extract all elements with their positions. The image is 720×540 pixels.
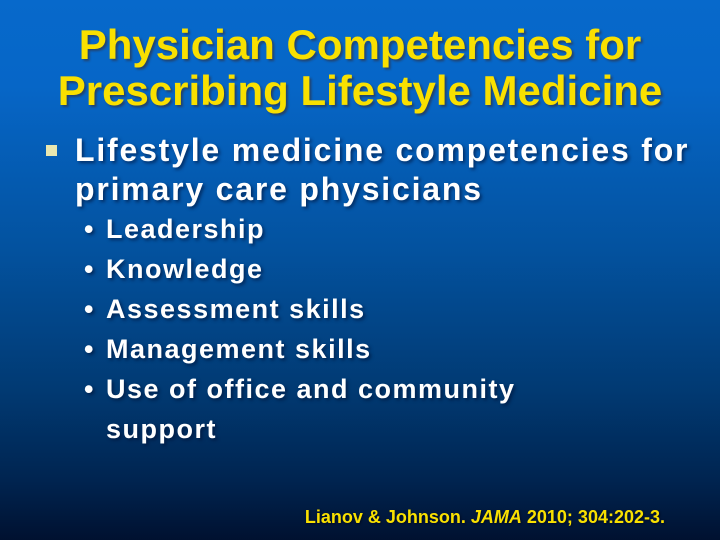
sub-bullet-item [84,249,700,289]
square-bullet-icon [46,145,57,156]
slide-body [44,131,700,449]
sub-bullet-text: Management skills [106,334,372,364]
sub-bullet-text: Leadership [106,214,266,244]
sub-bullet-item [84,329,700,369]
citation-authors: Lianov & Johnson. [304,507,471,527]
sub-bullet-text: Use of office and community support [106,374,516,444]
dot-bullet-icon: • [84,334,94,364]
dot-bullet-icon: • [84,374,94,404]
title-line-1: Physician Competencies for [78,21,642,68]
citation [305,506,665,528]
citation-journal: JAMA [470,507,522,527]
bullet-item [44,131,700,209]
sub-bullet-item [84,209,700,249]
sub-bullet-item [84,369,700,449]
title-line-2: Prescribing Lifestyle Medicine [57,67,663,114]
dot-bullet-icon: • [84,214,94,244]
slide-title [0,22,720,114]
bullet-text: Lifestyle medicine competencies for primary care physicians [75,132,690,207]
sub-bullet-text: Assessment skills [106,294,366,324]
dot-bullet-icon: • [84,294,94,324]
sub-bullet-item [84,289,700,329]
citation-reference: 2010; 304:202-3. [521,507,665,527]
dot-bullet-icon: • [84,254,94,284]
sub-bullet-text: Knowledge [106,254,264,284]
